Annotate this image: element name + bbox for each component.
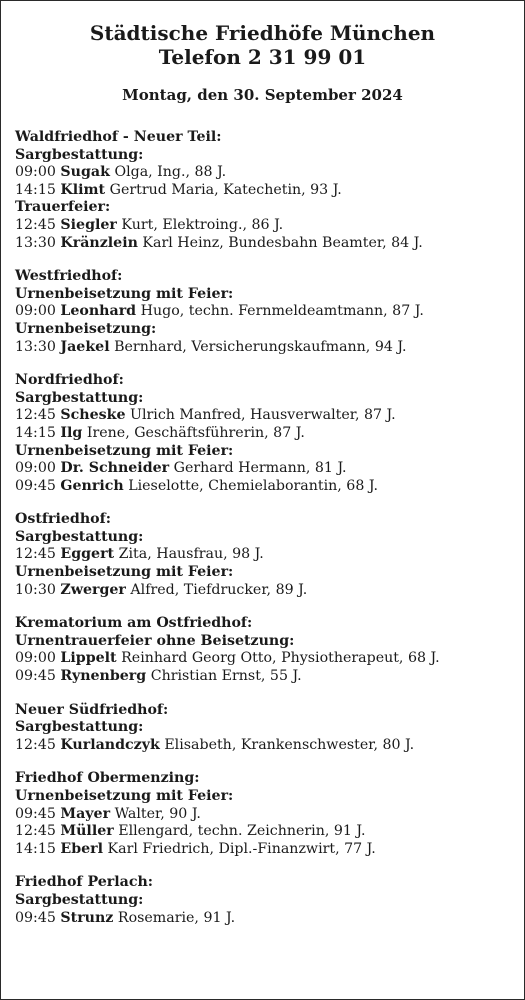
entry-surname: Klimt [60,181,106,198]
entry-details: Alfred, Tiefdrucker, 89 J. [130,581,308,598]
entry-time: 12:45 [15,546,56,563]
entry-details: Gertrud Maria, Katechetin, 93 J. [109,181,342,198]
entry-surname: Strunz [60,909,114,926]
burial-entry [15,235,524,253]
entry-details: Ellengard, techn. Zeichnerin, 91 J. [118,823,366,840]
cemetery-name: Friedhof Obermenzing: [15,770,200,787]
cemetery-section [15,268,524,356]
entry-details: Kurt, Elektroing., 86 J. [121,216,284,233]
service-type: Urnenbeisetzung: [15,320,157,337]
cemetery-section [15,770,524,858]
notice-date: Montag, den 30. September 2024 [122,86,403,104]
service-type: Sargbestattung: [15,891,144,908]
cemetery-section [15,874,524,927]
entry-details: Ulrich Manfred, Hausverwalter, 87 J. [130,407,396,424]
entry-surname: Kränzlein [60,234,138,251]
burial-entry [15,806,524,824]
entry-surname: Scheske [60,407,126,424]
entry-details: Irene, Geschäftsführerin, 87 J. [86,424,305,441]
entry-surname: Eberl [60,840,104,857]
cemetery-name: Ostfriedhof: [15,511,111,528]
service-type: Urnentrauerfeier ohne Beisetzung: [15,632,295,649]
entry-time: 10:30 [15,581,56,598]
burial-entry [15,182,524,200]
cemetery-name: Neuer Südfriedhof: [15,701,169,718]
office-phone: Telefon 2 31 99 01 [158,45,367,69]
cemetery-name: Waldfriedhof - Neuer Teil: [15,129,222,145]
burial-entry [15,460,524,478]
entry-surname: Ilg [60,424,83,441]
entry-time: 12:45 [15,823,56,840]
burial-entry [15,668,524,686]
burial-entry [15,425,524,443]
entry-time: 13:30 [15,338,56,355]
burial-entry [15,478,524,496]
entry-details: Walter, 90 J. [114,805,201,822]
entry-surname: Lippelt [60,650,117,667]
service-type: Sargbestattung: [15,719,144,736]
cemetery-section [15,511,524,599]
burial-entry [15,650,524,668]
entry-surname: Müller [60,823,114,840]
entry-details: Lieselotte, Chemielaborantin, 68 J. [128,477,378,494]
cemetery-section [15,615,524,685]
office-title: Städtische Friedhöfe München [89,21,436,45]
entry-details: Zita, Hausfrau, 98 J. [118,546,264,563]
entry-time: 09:00 [15,460,56,477]
entry-surname: Sugak [60,164,110,181]
cemetery-list [1,129,524,927]
burial-entry [15,823,524,841]
entry-time: 09:45 [15,909,56,926]
entry-time: 12:45 [15,407,56,424]
cemetery-section [15,702,524,755]
entry-details: Reinhard Georg Otto, Physiotherapeut, 68 J. [121,650,440,667]
burial-entry [15,407,524,425]
entry-surname: Rynenberg [60,668,147,685]
entry-surname: Mayer [60,805,111,822]
cemetery-name: Krematorium am Ostfriedhof: [15,615,253,632]
entry-details: Olga, Ing., 88 J. [114,164,227,181]
entry-surname: Jaekel [60,338,110,355]
entry-surname: Siegler [60,216,117,233]
service-type: Sargbestattung: [15,528,144,545]
entry-surname: Dr. Schneider [60,460,170,477]
burial-entry [15,737,524,755]
cemetery-name: Westfriedhof: [15,268,123,285]
burial-entry [15,303,524,321]
entry-details: Bernhard, Versicherungskaufmann, 94 J. [114,338,407,355]
burial-entry [15,910,524,928]
entry-time: 12:45 [15,736,56,753]
entry-details: Rosemarie, 91 J. [117,909,236,926]
entry-time: 09:45 [15,668,56,685]
entry-surname: Leonhard [60,303,137,320]
burial-entry [15,339,524,357]
entry-details: Hugo, techn. Fernmeldeamtmann, 87 J. [140,303,424,320]
service-type: Urnenbeisetzung mit Feier: [15,564,234,581]
service-type: Urnenbeisetzung mit Feier: [15,788,234,804]
entry-time: 09:00 [15,164,56,181]
entry-time: 09:45 [15,805,56,822]
entry-details: Karl Heinz, Bundesbahn Beamter, 84 J. [142,234,423,251]
burial-entry [15,546,524,564]
entry-time: 09:00 [15,303,56,320]
service-type: Sargbestattung: [15,389,144,406]
cemetery-name: Friedhof Perlach: [15,874,154,891]
entry-details: Christian Ernst, 55 J. [150,668,302,685]
entry-surname: Zwerger [60,581,126,598]
entry-surname: Kurlandczyk [60,736,160,753]
service-type: Sargbestattung: [15,146,144,163]
entry-time: 14:15 [15,181,56,198]
notice-header [1,1,524,105]
cemetery-section [15,129,524,252]
burial-entry [15,217,524,235]
service-type: Urnenbeisetzung mit Feier: [15,442,234,459]
entry-time: 14:15 [15,840,56,857]
entry-surname: Eggert [60,546,115,563]
entry-details: Elisabeth, Krankenschwester, 80 J. [164,736,415,753]
service-type: Trauerfeier: [15,199,111,216]
entry-details: Gerhard Hermann, 81 J. [173,460,347,477]
service-type: Urnenbeisetzung mit Feier: [15,285,234,302]
entry-details: Karl Friedrich, Dipl.-Finanzwirt, 77 J. [107,840,376,857]
entry-surname: Genrich [60,477,124,494]
cemetery-name: Nordfriedhof: [15,372,124,389]
entry-time: 09:45 [15,477,56,494]
cemetery-section [15,372,524,495]
entry-time: 13:30 [15,234,56,251]
burial-entry [15,164,524,182]
burial-entry [15,582,524,600]
burial-entry [15,841,524,859]
entry-time: 14:15 [15,424,56,441]
entry-time: 12:45 [15,216,56,233]
entry-time: 09:00 [15,650,56,667]
